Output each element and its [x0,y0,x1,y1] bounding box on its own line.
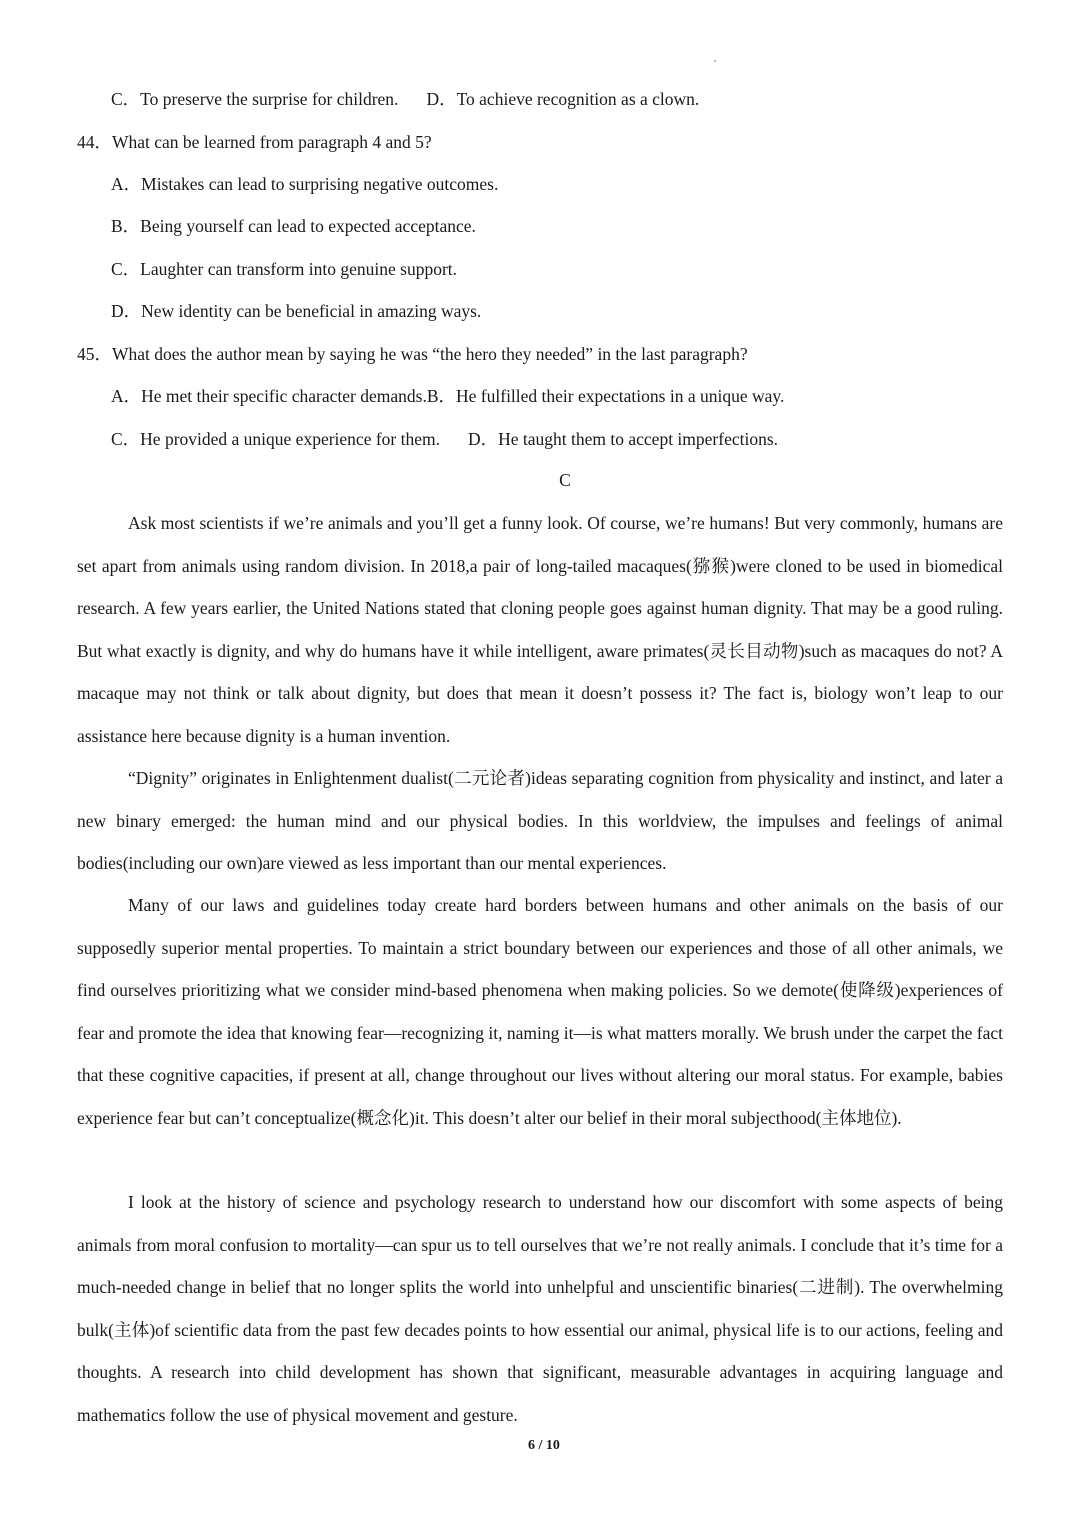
paragraph-4-text: I look at the history of science and psychology research to understand how our discomfort with some aspects of being animals from moral confusion to mortality—can spur us to tell ourselves that we’re not really animals. I conclude that it’s time for a much-needed change in belief that no longer splits the world into unhelpful and unscientific binaries(二进制). The overwhelming bulk(主体)of scientific data from the past few decades points to how essential our animal, physical life is to our actions, feeling and thoughts. A research into child development has shown that significant, measurable advantages in acquiring language and mathematics follow the use of physical movement and gesture. [77,1192,1003,1425]
paragraph-3-text: Many of our laws and guidelines today create hard borders between humans and other animals on the basis of our supposedly superior mental properties. To maintain a strict boundary between our experiences and those of all other animals, we find ourselves prioritizing what we consider mind-based phenomena when making policies. So we demote(使降级)experiences of fear and promote the idea that knowing fear—recognizing it, naming it—is what matters morally. We brush under the carpet the fact that these cognitive capacities, if present at all, change throughout our lives without altering our moral status. For example, babies experience fear but can’t conceptualize(概念化)it. This doesn’t alter our belief in their moral subjecthood(主体地位). [77,895,1003,1128]
q45-option-a[interactable]: A．He met their specific character demands. [111,386,427,406]
q44-option-b[interactable]: B．Being yourself can lead to expected acceptance. [111,216,476,236]
paragraph-2-text: “Dignity” originates in Enlightenment dualist(二元论者)ideas separating cognition from physicality and instinct, and later a new binary emerged: the human mind and our physical bodies. In this worldview, the impulses and feelings of animal bodies(including our own)are viewed as less important than our mental experiences. [77,768,1003,873]
q45-options-row-2 [111,427,778,451]
q44-option-a[interactable]: A．Mistakes can lead to surprising negative outcomes. [111,174,499,194]
q44-option-d[interactable]: D．New identity can be beneficial in amazing ways. [111,301,482,321]
q45-question: 45．What does the author mean by saying he was “the hero they needed” in the last paragraph? [77,344,748,364]
q44-option-c[interactable]: C．Laughter can transform into genuine support. [111,259,458,279]
q43-option-d[interactable]: D．To achieve recognition as a clown. [426,89,700,109]
q44-question: 44．What can be learned from paragraph 4 and 5? [77,132,432,152]
passage-paragraph-2 [77,757,1003,885]
q45-option-c[interactable]: C．He provided a unique experience for them. [111,429,440,449]
q45-option-d[interactable]: D．He taught them to accept imperfections. [467,429,779,449]
passage-paragraph-1 [77,502,1003,757]
q45-options-row-1 [111,384,784,408]
passage-section-letter: C [559,470,571,490]
passage-paragraph-4 [77,1181,1003,1436]
page-number: 6 / 10 [528,1438,560,1453]
q43-option-c[interactable]: C．To preserve the surprise for children. [111,89,399,109]
q43-options-row [111,87,699,111]
passage-paragraph-3 [77,884,1003,1139]
paragraph-1-text: Ask most scientists if we’re animals and you’ll get a funny look. Of course, we’re humans! But very commonly, humans are set apart from animals using random division. In 2018,a pair of long-tailed macaques(猕猴)were cloned to be used in biomedical research. A few years earlier, the United Nations stated that cloning people goes against human dignity. That may be a good ruling. But what exactly is dignity, and why do humans have it while intelligent, aware primates(灵长目动物)such as macaques do not? A macaque may not think or talk about dignity, but does that mean it doesn’t possess it? The fact is, biology won’t leap to our assistance here because dignity is a human invention. [77,513,1003,746]
scan-speck [714,60,716,62]
q45-option-b[interactable]: B．He fulfilled their expectations in a unique way. [426,386,785,406]
